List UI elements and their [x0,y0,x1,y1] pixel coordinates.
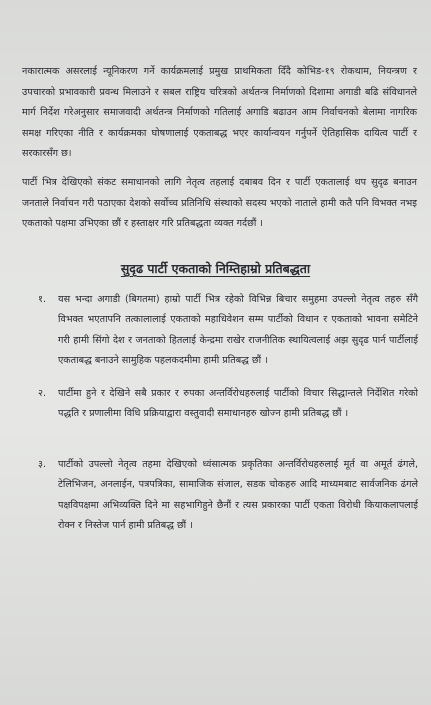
commitment-heading-text: सुदृढ पार्टी एकताको निम्तिहाम्रो प्रतिबद्धता [120,261,311,276]
item-text: पार्टीको उपल्लो नेतृत्व तहमा देखिएको ध्वंसात्मक प्रकृतिका अन्तर्विरोधहरुलाई मूर्त वा अमूर्त ढंगले, टेलिभिजन, अनलाईन, पत्रपत्रिका, सामाजिक संजाल, सडक चोकहरु आदि माध्यमबाट सार्वजनिक ढंगले पक्षविपक्षमा अभिव्यक्ति दिने मा सहभागिहुने छैनौं र त्यस प्रकारका पार्टी एकता विरोधी कियाकलापलाई रोक्न र निस्तेज पार्न हामी प्रतिबद्ध छौं । [58,459,418,532]
intro-paragraph-1: नकारात्मक असरलाई न्यूनिकरण गर्ने कार्यक्रमलाई प्रमुख प्राथमिकता दिँदै कोभिड-१९ रोकथाम, नियन्त्रण र उपचारको प्रभावकारी प्रवन्ध मिलाउने र सबल राष्ट्रिय चरित्रको अर्थतन्त्र निर्माणको दिशामा अगाडी बढि संविधानले मार्ग निर्देश गरेअनुसार समाजवादी अर्थतन्त्र निर्माणको गतिलाई अगाडि बढाउन आम निर्वाचनको बेलामा नागरिक समक्ष गरिएका नीति र कार्यक्रमका घोषणालाई एकताबद्ध भएर कार्यान्वयन गर्नुपर्ने ऐतिहासिक दायित्व पार्टी र सरकारसँग छ। [22,66,417,160]
commitment-item-3 [38,455,418,537]
item-number: ३. [38,459,47,470]
intro-section [22,62,417,243]
intro-paragraph-2: पार्टी भित्र देखिएको संकट समाधानको लागि नेतृत्व तहलाई दबाबव दिन र पार्टी एकतालाई थप सुदृढ बनाउन जनताले निर्वाचन गरी पठाएका देशको सर्वोच्च प्रतिनिधि संस्थाको सदस्य भएको नाताले हामी कतै पनि विभक्त नभइ एकताको पक्षमा उभिएका छौं र हस्ताक्षर गरि प्रतिबद्धता व्यक्त गर्दछौं । [22,176,417,230]
commitment-heading [0,260,431,277]
item-number: १. [38,294,47,305]
item-text: यस भन्दा अगाडी (बिगतमा) हाम्रो पार्टी भित्र रहेको विभिन्न बिचार समुहमा उपल्लो नेतृत्व तहरु सँगै विभक्त भएतापनि तत्कालालाई एकताको महाधिवेशन सम्म पार्टीको विधान र एकताको भावना समेटिने गरी हामी सिंगो देश र जनताको हितलाई केन्द्रमा राखेर राजनीतिक स्थायित्वलाई अझ सुदृढ पार्न पार्टीलाई एकताबद्ध बनाउने सामुहिक पहलकदमीमा हामी प्रतिबद्ध छौं । [58,294,418,367]
item-text: पार्टीमा हुने र देखिने सबै प्रकार र रुपका अन्तर्विरोधहरुलाई पार्टीको विचार सिद्धान्तले निर्देशित गरेको पद्धति र प्रणालीमा विधि प्रक्रियाद्वारा वस्तुवादी समाधानहरु खोज्न हामी प्रतिबद्ध छौं । [58,388,418,420]
commitment-item-1 [38,290,418,372]
item-number: २. [38,388,47,399]
commitment-item-2 [38,384,418,425]
